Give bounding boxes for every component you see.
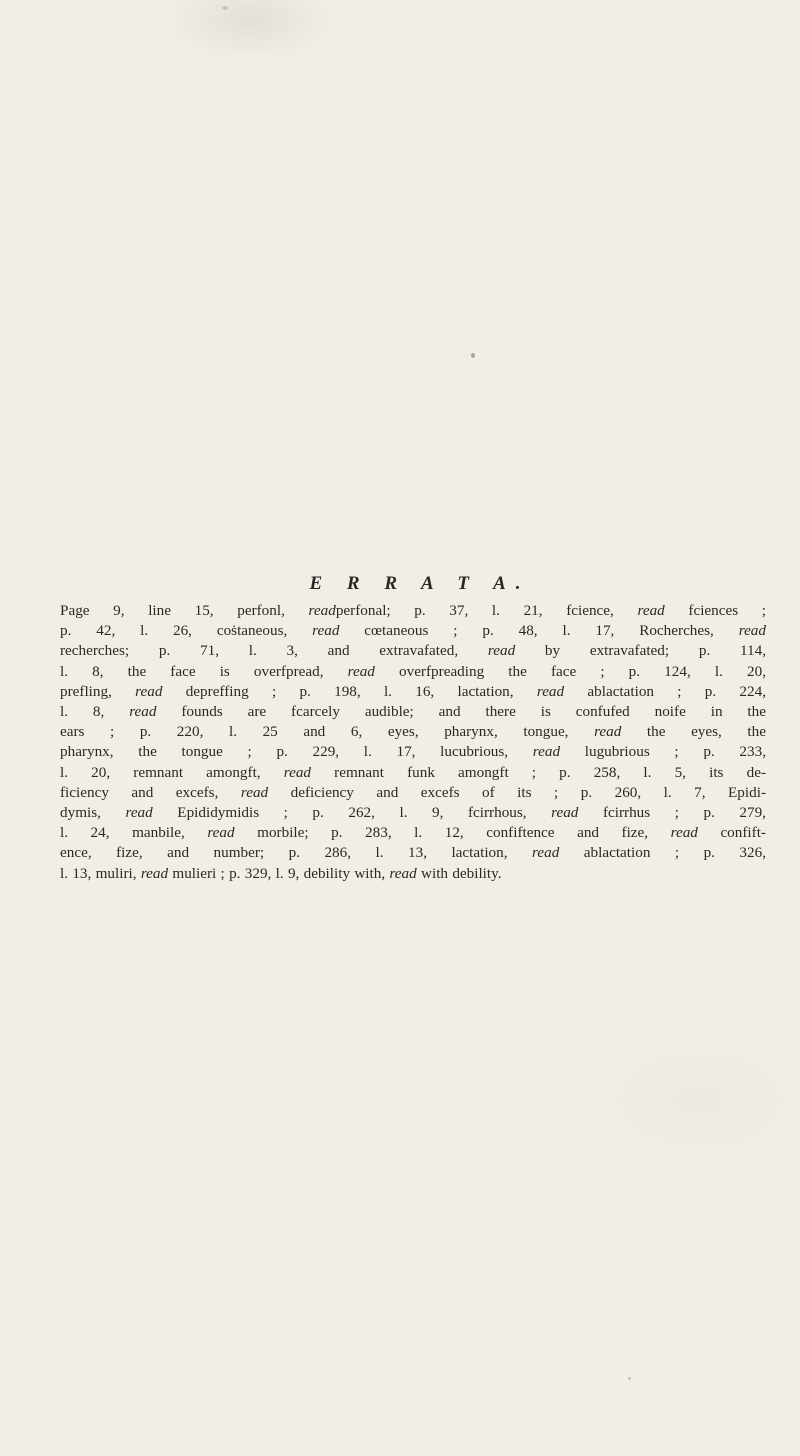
errata-heading: E R R A T A.: [309, 573, 531, 594]
read-marker: read: [532, 844, 560, 862]
errata-line: p. 42, l. 26, coṡtaneous, read cœtaneous ; p. 48, l. 17, Rocherches, read: [60, 622, 766, 640]
errata-line: prefling, read depreffing ; p. 198, l. 16, lactation, read ablactation ; p. 224,: [60, 682, 767, 700]
errata-line: l. 8, the face is overfpread, read overfpreading the face ; p. 124, l. 20,: [60, 662, 766, 680]
read-marker: read: [207, 824, 235, 842]
errata-section: [60, 573, 766, 884]
read-marker: read: [594, 723, 622, 741]
errata-line: l. 24, manbile, read morbile; p. 283, l. 12, confiftence and fize, read confift-: [60, 824, 766, 842]
read-marker: read: [135, 682, 163, 700]
read-marker: read: [536, 682, 565, 700]
read-marker: read: [738, 622, 766, 640]
read-marker: read: [129, 703, 157, 721]
read-marker: read: [551, 804, 579, 822]
errata-line: l. 20, remnant amongft, read remnant funk amongft ; p. 258, l. 5, its de-: [60, 763, 766, 781]
read-marker: read: [125, 804, 153, 822]
errata-line: pharynx, the tongue ; p. 229, l. 17, lucubrious, read lugubrious ; p. 233,: [60, 743, 766, 761]
errata-line: l. 8, read founds are fcarcely audible; and there is confufed noife in the: [60, 703, 766, 721]
errata-text: [60, 601, 766, 884]
errata-line: ence, fize, and number; p. 286, l. 13, lactation, read ablactation ; p. 326,: [60, 844, 767, 862]
errata-line: l. 13, muliri, read mulieri ; p. 329, l. 9, debility with, read with debility.: [60, 864, 502, 882]
read-marker: read: [283, 763, 312, 781]
ink-speck: [471, 353, 475, 358]
read-marker: read: [389, 864, 417, 882]
read-marker: read: [670, 824, 698, 842]
read-marker: read: [140, 864, 169, 882]
read-marker: read: [487, 642, 516, 660]
read-marker: read: [532, 743, 561, 761]
errata-line: recherches; p. 71, l. 3, and extravafated, read by extravafated; p. 114,: [60, 642, 766, 660]
read-marker: read: [347, 662, 375, 680]
ink-speck: [222, 6, 228, 10]
read-marker: read: [240, 783, 269, 801]
errata-line: dymis, read Epididymidis ; p. 262, l. 9, fcirrhous, read fcirrhus ; p. 279,: [60, 804, 766, 822]
read-marker: read: [312, 622, 340, 640]
ink-speck: [628, 1377, 631, 1380]
errata-line: Page 9, line 15, perfonl, readperfonal; p. 37, l. 21, fcience, read fciences ;: [60, 602, 767, 619]
read-marker: read: [308, 602, 336, 619]
read-marker: read: [637, 602, 665, 619]
errata-line: ficiency and excefs, read deficiency and excefs of its ; p. 260, l. 7, Epidi-: [60, 783, 766, 801]
errata-line: ears ; p. 220, l. 25 and 6, eyes, pharynx, tongue, read the eyes, the: [60, 723, 766, 741]
